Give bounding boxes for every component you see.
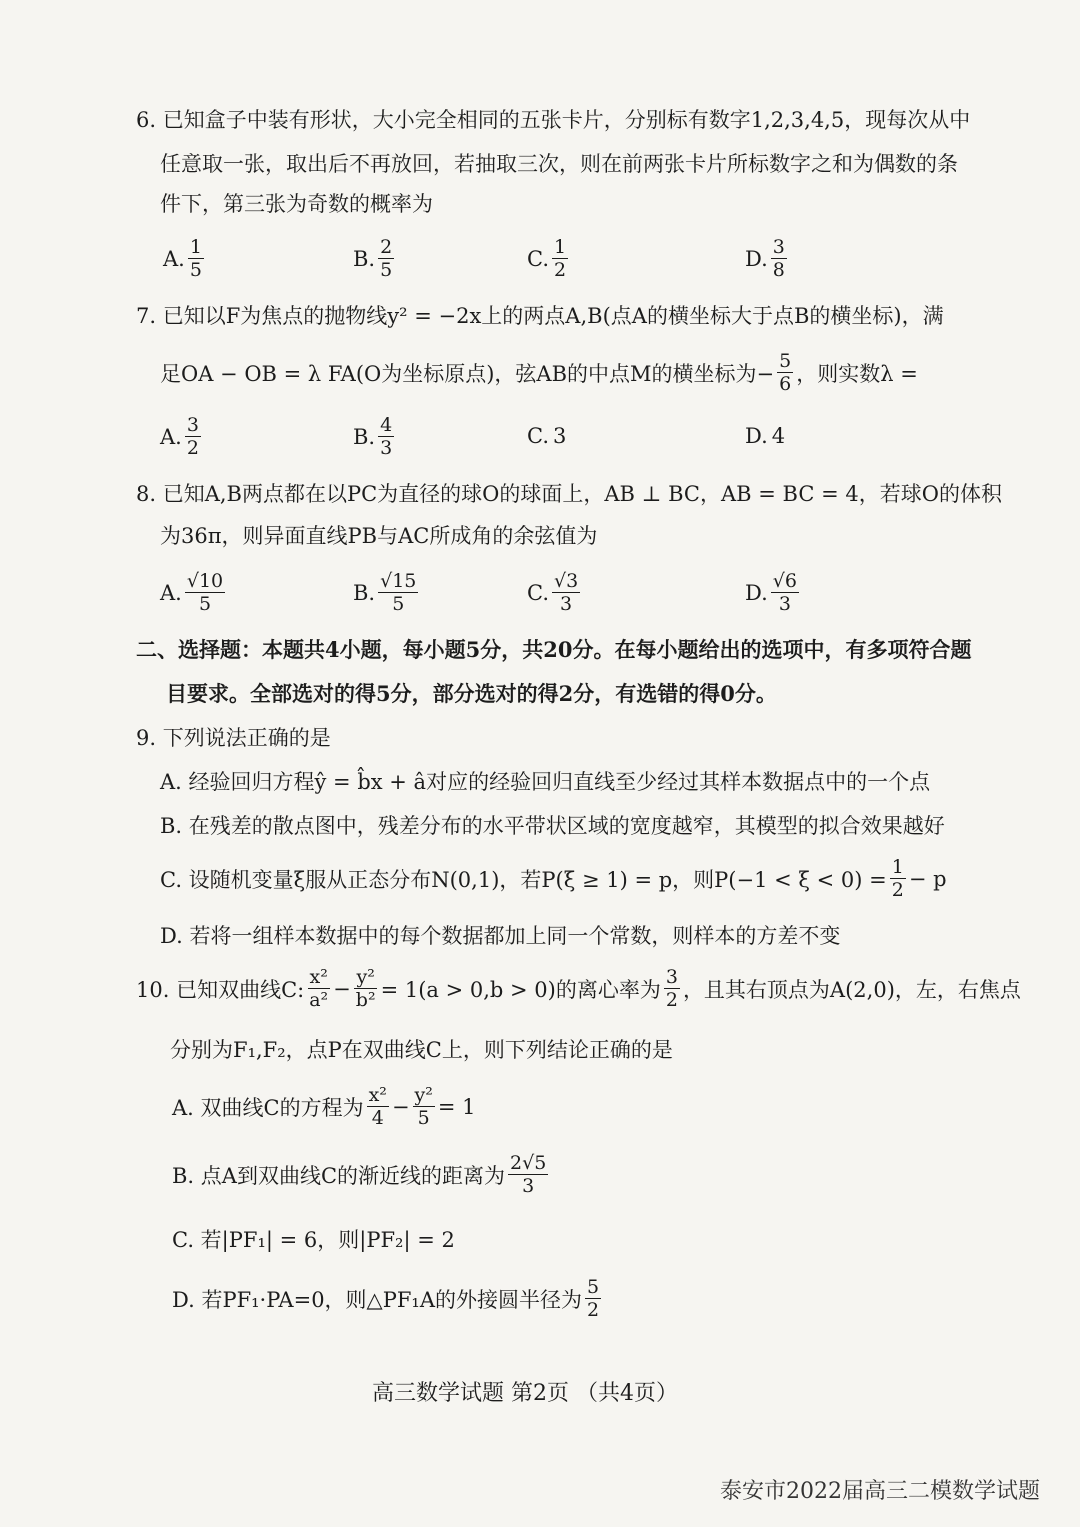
q9-option-d: D. 若将一组样本数据中的每个数据都加上同一个常数，则样本的方差不变 [160, 924, 841, 948]
option-label: B. [353, 424, 376, 449]
q10-line-2: 分别为F₁,F₂，点P在双曲线C上，则下列结论正确的是 [170, 1038, 673, 1062]
numerator: 3 [772, 236, 785, 258]
fraction [771, 236, 787, 281]
numerator: 1 [891, 856, 904, 878]
q10-option-b-text: B. 点A到双曲线C的渐近线的距离为 [172, 1163, 506, 1188]
numerator: √3 [554, 570, 579, 592]
q8-option-c [527, 570, 583, 615]
q10-line-1-tail: ，且其右顶点为A(2,0)，左，右焦点 [682, 977, 1021, 1002]
fraction [378, 570, 418, 615]
numerator: x² [368, 1084, 387, 1106]
q9-option-c-tail: − p [908, 866, 947, 891]
q6-line-2: 任意取一张，取出后不再放回，若抽取三次，则在前两张卡片所标数字之和为偶数的条 [160, 152, 958, 176]
q9-option-c-text: C. 设随机变量ξ服从正态分布N(0,1)，若P(ξ ≥ 1) = p，则P(−1 < ξ < 0) = [160, 867, 887, 892]
q6-option-a [163, 236, 207, 281]
fraction [552, 570, 580, 615]
denominator: 5 [198, 593, 212, 615]
fraction [367, 1084, 389, 1129]
q9-stem: 9. 下列说法正确的是 [136, 726, 331, 750]
q8-option-b [353, 570, 421, 615]
numerator: 4 [380, 414, 393, 436]
denominator: 6 [779, 373, 792, 395]
numerator: 3 [186, 414, 199, 436]
numerator: 2√5 [510, 1152, 547, 1174]
denominator: 2 [554, 259, 567, 281]
fraction [188, 236, 204, 281]
fraction [413, 1084, 435, 1129]
denominator: a² [309, 989, 329, 1011]
numerator: 1 [189, 236, 202, 258]
q10-option-b [172, 1152, 551, 1197]
denominator: 5 [380, 259, 393, 281]
q7-line-2 [160, 350, 918, 395]
option-value: 3 [553, 424, 567, 448]
fraction [307, 966, 330, 1011]
q6-line-3: 件下，第三张为奇数的概率为 [160, 192, 433, 216]
numerator: y² [414, 1084, 433, 1106]
page-footer: 高三数学试题 第2页 （共4页） [372, 1381, 678, 1406]
numerator: y² [356, 966, 375, 988]
q10-option-d [172, 1276, 604, 1321]
fraction [378, 236, 394, 281]
option-label: B. [353, 246, 376, 271]
option-value: 4 [771, 424, 786, 448]
q9-option-c [160, 856, 947, 901]
denominator: 3 [560, 593, 573, 615]
fraction [508, 1152, 548, 1197]
numerator: 2 [380, 236, 393, 258]
numerator: √10 [186, 570, 224, 592]
q7-line-1: 7. 已知以F为焦点的抛物线y² = −2x上的两点A,B(点A的横坐标大于点B的横坐标)，满 [136, 304, 944, 328]
q6-option-b [353, 236, 397, 281]
fraction [378, 414, 394, 459]
section-2-heading-line-1: 二、选择题：本题共4小题，每小题5分，共20分。在每小题给出的选项中，有多项符合题 [136, 637, 972, 662]
numerator: 5 [779, 350, 792, 372]
denominator: 5 [392, 593, 405, 615]
denominator: 5 [189, 259, 202, 281]
denominator: 3 [778, 593, 791, 615]
source-caption: 泰安市2022届高三二模数学试题 [720, 1479, 1040, 1504]
q10-option-c: C. 若|PF₁| = 6，则|PF₂| = 2 [172, 1228, 455, 1252]
minus-sign: − [391, 1094, 410, 1119]
q9-option-a: A. 经验回归方程ŷ = b̂x + â对应的经验回归直线至少经过其样本数据点中的一个点 [160, 770, 931, 794]
denominator: 3 [380, 437, 393, 459]
denominator: 2 [665, 989, 678, 1011]
q10-option-a-text: A. 双曲线C的方程为 [172, 1095, 364, 1120]
denominator: 5 [417, 1107, 430, 1129]
q8-option-a [160, 570, 228, 615]
minus-sign: − [333, 976, 351, 1001]
q7-line-2-text: 足OA − OB = λ FA(O为坐标原点)，弦AB的中点M的横坐标为− [160, 361, 775, 386]
denominator: 2 [587, 1299, 600, 1321]
fraction [552, 236, 568, 281]
q10-line-1-text: 10. 已知双曲线C: [136, 977, 305, 1002]
numerator: √6 [772, 570, 797, 592]
option-label: D. [745, 424, 768, 448]
fraction [771, 570, 799, 615]
q6-line-1: 6. 已知盒子中装有形状，大小完全相同的五张卡片，分别标有数字1,2,3,4,5，现每次从中 [136, 108, 971, 132]
q10-option-d-text: D. 若PF₁·PA=0，则△PF₁A的外接圆半径为 [172, 1287, 582, 1312]
fraction [777, 350, 793, 395]
option-label: A. [160, 424, 182, 449]
option-label: D. [745, 246, 768, 271]
denominator: 4 [371, 1107, 384, 1129]
option-label: C. [527, 246, 549, 271]
q7-option-b [353, 414, 397, 459]
q6-option-d [745, 236, 790, 281]
numerator: 1 [554, 236, 567, 258]
q10-option-a [172, 1084, 476, 1129]
q10-line-1 [136, 966, 1021, 1011]
numerator: 3 [665, 966, 678, 988]
denominator: 8 [772, 259, 785, 281]
fraction [585, 1276, 601, 1321]
fraction [185, 570, 225, 615]
q9-option-b: B. 在残差的散点图中，残差分布的水平带状区域的宽度越窄，其模型的拟合效果越好 [160, 814, 945, 838]
q7-line-2-tail: ，则实数λ = [796, 361, 918, 386]
fraction [890, 856, 906, 901]
q10-line-1-mid: = 1(a > 0,b > 0)的离心率为 [380, 977, 661, 1002]
option-label: C. [527, 580, 549, 605]
option-label: B. [353, 580, 376, 605]
fraction [664, 966, 680, 1011]
q6-option-c [527, 236, 571, 281]
option-label: C. [527, 424, 549, 448]
q7-option-d [745, 424, 785, 448]
q8-line-1: 8. 已知A,B两点都在以PC为直径的球O的球面上，AB ⊥ BC，AB = BC = 4，若球O的体积 [136, 482, 1002, 506]
q7-option-c [527, 424, 566, 448]
numerator: x² [309, 966, 328, 988]
q8-option-d [745, 570, 802, 615]
denominator: 3 [522, 1175, 535, 1197]
fraction [185, 414, 201, 459]
numerator: √15 [380, 570, 417, 592]
denominator: b² [355, 989, 376, 1011]
option-label: A. [160, 580, 182, 605]
option-label: A. [163, 246, 185, 271]
denominator: 2 [186, 437, 199, 459]
numerator: 5 [587, 1276, 600, 1298]
q7-option-a [160, 414, 204, 459]
q10-option-a-tail: = 1 [437, 1094, 476, 1119]
q8-line-2: 为36π，则异面直线PB与AC所成角的余弦值为 [160, 524, 598, 548]
section-2-heading-line-2: 目要求。全部选对的得5分，部分选对的得2分，有选错的得0分。 [166, 681, 777, 706]
fraction [354, 966, 378, 1011]
denominator: 2 [891, 879, 904, 901]
option-label: D. [745, 580, 768, 605]
